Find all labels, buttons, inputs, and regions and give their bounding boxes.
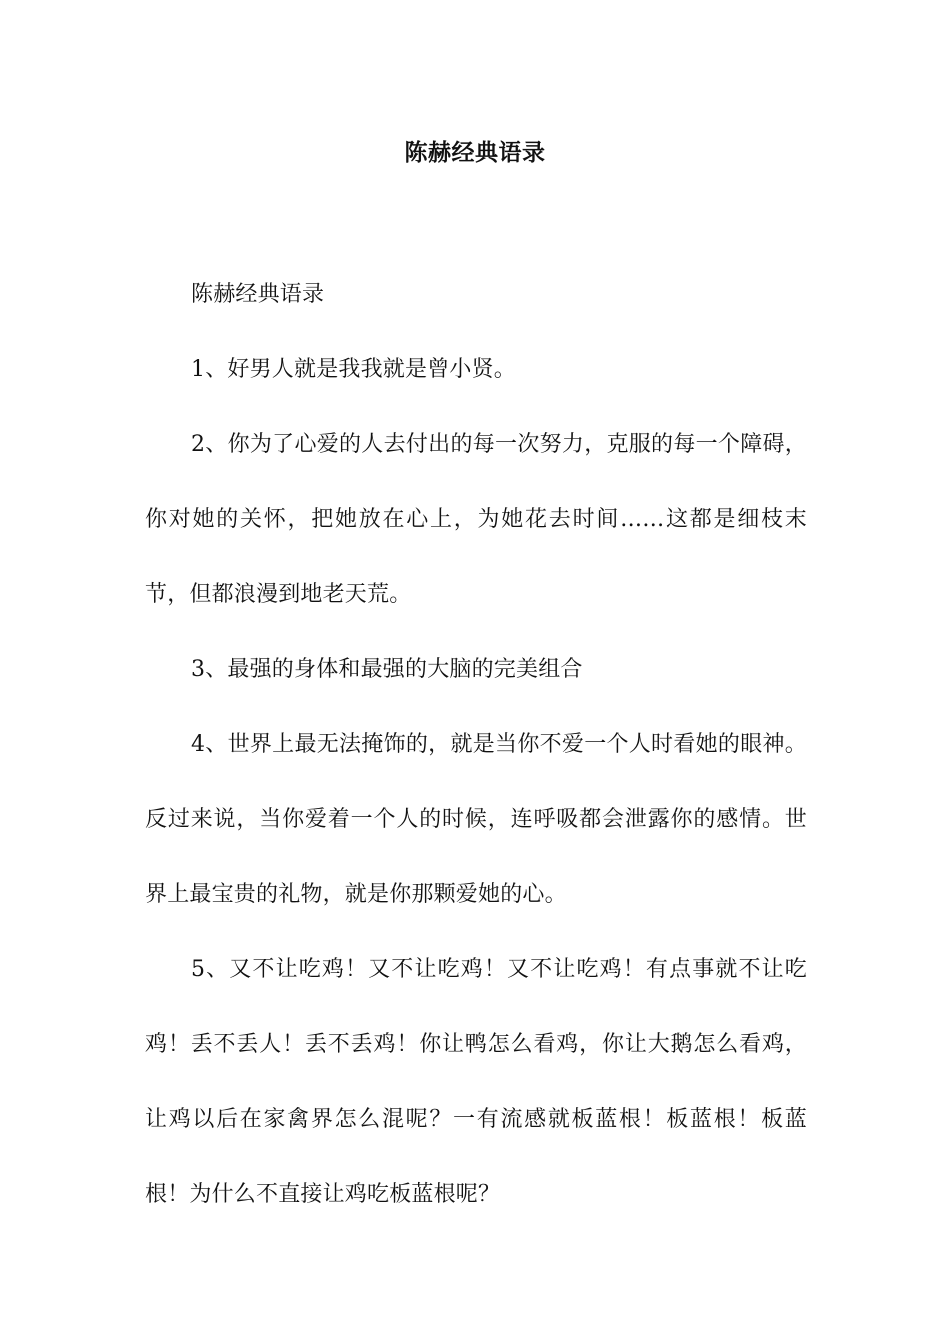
document-title: 陈赫经典语录 — [404, 139, 546, 166]
paragraph-heading: 陈赫经典语录 — [191, 282, 325, 307]
paragraph-quote-1: 1、好男人就是我我就是曾小贤。 — [191, 357, 516, 382]
paragraph-quote-5: 5、又不让吃鸡！又不让吃鸡！又不让吃鸡！有点事就不让吃鸡！丢不丢人！丢不丢鸡！你让鸭怎么看鸡，你让大鹅怎么看鸡，让鸡以后在家禽界怎么混呢？一有流感就板蓝根！板蓝根！板蓝根！为什么不直接让鸡吃板蓝根呢？ — [145, 957, 807, 1207]
paragraph-quote-3: 3、最强的身体和最强的大脑的完美组合 — [191, 657, 583, 682]
document-body — [145, 257, 807, 1232]
paragraph-quote-4: 4、世界上最无法掩饰的，就是当你不爱一个人时看她的眼神。反过来说，当你爱着一个人的时候，连呼吸都会泄露你的感情。世界上最宝贵的礼物，就是你那颗爱她的心。 — [145, 732, 807, 907]
paragraph-quote-2: 2、你为了心爱的人去付出的每一次努力，克服的每一个障碍，你对她的关怀，把她放在心上，为她花去时间……这都是细枝末节，但都浪漫到地老天荒。 — [145, 432, 807, 607]
